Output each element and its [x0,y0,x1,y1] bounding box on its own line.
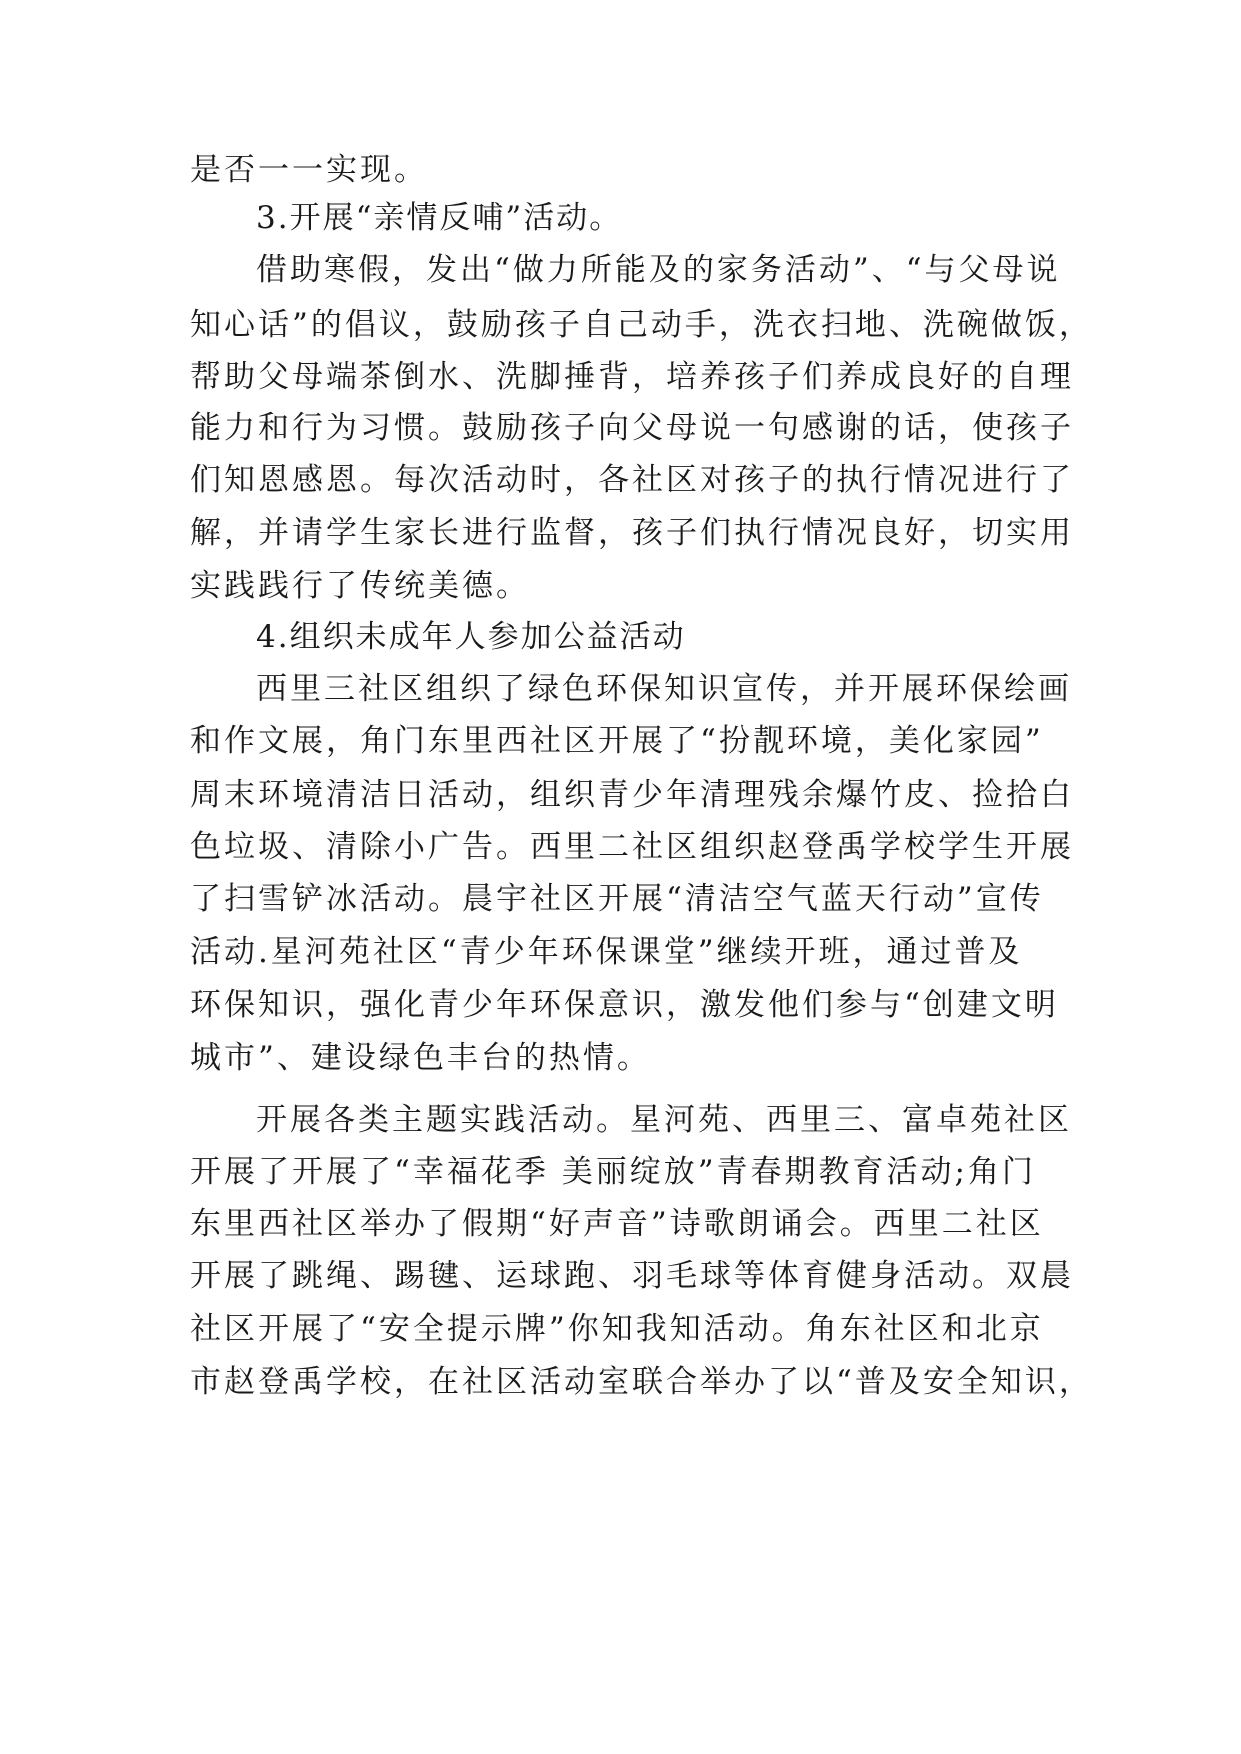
text-line: 们知恩感恩。每次活动时，各社区对孩子的执行情况进行了 [190,462,1074,498]
text-line: 了扫雪铲冰活动。晨宇社区开展“清洁空气蓝天行动”宣传 [190,881,1044,917]
section-heading: 4.组织未成年人参加公益活动 [256,619,686,655]
text-line: 知心话”的倡议，鼓励孩子自己动手，洗衣扫地、洗碗做饭， [190,307,1093,343]
section-heading: 3.开展“亲情反哺”活动。 [256,200,623,236]
text-line: 东里西社区举办了假期“好声音”诗歌朗诵会。西里二社区 [190,1206,1044,1242]
text-line: 活动.星河苑社区“青少年环保课堂”继续开班，通过普及 [190,934,1023,970]
text-line: 实践践行了传统美德。 [190,568,530,604]
text-line: 开展了跳绳、踢毽、运球跑、羽毛球等体育健身活动。双晨 [190,1258,1074,1294]
text-line: 色垃圾、清除小广告。西里二社区组织赵登禹学校学生开展 [190,829,1074,865]
text-line: 借助寒假，发出“做力所能及的家务活动”、“与父母说 [256,252,1061,288]
text-line: 是否一一实现。 [190,152,428,188]
text-line: 开展了开展了“幸福花季 美丽绽放”青春期教育活动;角门 [190,1154,1036,1190]
text-line: 周末环境清洁日活动，组织青少年清理残余爆竹皮、捡拾白 [190,777,1074,813]
text-line: 市赵登禹学校，在社区活动室联合举办了以“普及安全知识， [190,1364,1093,1400]
text-line: 西里三社区组织了绿色环保知识宣传，并开展环保绘画 [256,671,1072,707]
text-line: 城市”、建设绿色丰台的热情。 [190,1040,651,1076]
text-line: 环保知识，强化青少年环保意识，激发他们参与“创建文明 [190,987,1059,1023]
text-line: 能力和行为习惯。鼓励孩子向父母说一句感谢的话，使孩子 [190,410,1074,446]
text-line: 和作文展，角门东里西社区开展了“扮靓环境，美化家园” [190,723,1044,759]
text-line: 帮助父母端茶倒水、洗脚捶背，培养孩子们养成良好的自理 [190,359,1074,395]
text-line: 解，并请学生家长进行监督，孩子们执行情况良好，切实用 [190,515,1074,551]
text-line: 社区开展了“安全提示牌”你知我知活动。角东社区和北京 [190,1311,1044,1347]
text-line: 开展各类主题实践活动。星河苑、西里三、富卓苑社区 [256,1102,1072,1138]
